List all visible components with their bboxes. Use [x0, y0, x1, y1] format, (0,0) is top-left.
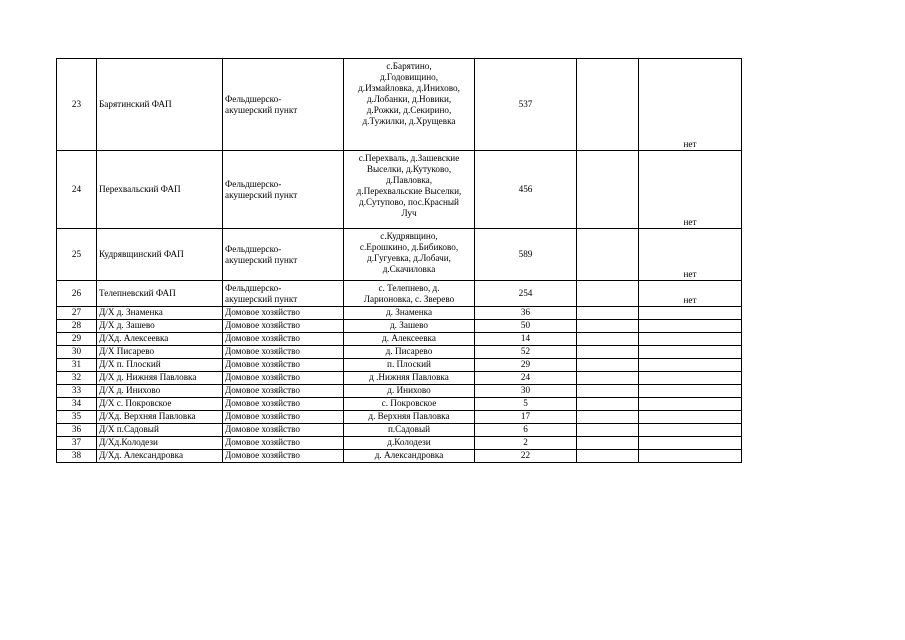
empty-cell	[577, 450, 639, 463]
empty-cell	[577, 359, 639, 372]
facility-type: Домовое хозяйство	[223, 359, 344, 372]
table-row	[57, 437, 742, 450]
table-row	[57, 346, 742, 359]
settlements: с.Перехваль, д.Зашевские Выселки, д.Кутуково, д.Павловка, д.Перехвальские Выселки, д.Сутупово, пос.Красный Луч	[344, 151, 475, 229]
empty-cell	[639, 437, 742, 450]
facility-name: Д/Хд. Верхняя Павловка	[97, 411, 223, 424]
row-number: 38	[57, 450, 97, 463]
empty-cell	[577, 320, 639, 333]
table-row	[57, 359, 742, 372]
empty-cell	[577, 151, 639, 229]
facility-type: Домовое хозяйство	[223, 411, 344, 424]
facility-type: Домовое хозяйство	[223, 320, 344, 333]
table-row	[57, 398, 742, 411]
facility-type: Домовое хозяйство	[223, 307, 344, 320]
population: 30	[475, 385, 577, 398]
facility-name: Д/Х п.Садовый	[97, 424, 223, 437]
population: 589	[475, 229, 577, 281]
settlements: с. Телепнево, д. Ларионовка, с. Зверево	[344, 281, 475, 307]
empty-cell	[577, 307, 639, 320]
empty-cell	[639, 320, 742, 333]
facility-type: Домовое хозяйство	[223, 437, 344, 450]
facility-name: Барятинский ФАП	[97, 59, 223, 151]
facility-type: Фельдшерско- акушерский пункт	[223, 229, 344, 281]
facility-type: Домовое хозяйство	[223, 372, 344, 385]
empty-cell	[639, 411, 742, 424]
row-number: 28	[57, 320, 97, 333]
row-number: 34	[57, 398, 97, 411]
empty-cell	[639, 333, 742, 346]
settlements: д. Верхняя Павловка	[344, 411, 475, 424]
row-number: 25	[57, 229, 97, 281]
row-number: 36	[57, 424, 97, 437]
population: 24	[475, 372, 577, 385]
facility-name: Д/Х д. Знаменка	[97, 307, 223, 320]
facility-type: Домовое хозяйство	[223, 398, 344, 411]
note-cell: нет	[639, 59, 742, 151]
empty-cell	[577, 281, 639, 307]
facility-name: Д/Хд. Алексеевка	[97, 333, 223, 346]
empty-cell	[577, 398, 639, 411]
facility-type: Домовое хозяйство	[223, 346, 344, 359]
facility-name: Д/Хд. Александровка	[97, 450, 223, 463]
facility-type: Фельдшерско- акушерский пункт	[223, 59, 344, 151]
population: 52	[475, 346, 577, 359]
population: 6	[475, 424, 577, 437]
population: 537	[475, 59, 577, 151]
empty-cell	[639, 372, 742, 385]
empty-cell	[577, 346, 639, 359]
settlements: д.Колодези	[344, 437, 475, 450]
empty-cell	[577, 59, 639, 151]
row-number: 30	[57, 346, 97, 359]
empty-cell	[577, 333, 639, 346]
row-number: 27	[57, 307, 97, 320]
facility-type: Фельдшерско- акушерский пункт	[223, 151, 344, 229]
table-row	[57, 59, 742, 151]
row-number: 29	[57, 333, 97, 346]
population: 5	[475, 398, 577, 411]
empty-cell	[639, 359, 742, 372]
settlements: д. Знаменка	[344, 307, 475, 320]
table-row	[57, 229, 742, 281]
population: 22	[475, 450, 577, 463]
settlements: д. Инихово	[344, 385, 475, 398]
table-row	[57, 372, 742, 385]
settlements: д. Александровка	[344, 450, 475, 463]
empty-cell	[639, 346, 742, 359]
facility-name: Д/Х п. Плоский	[97, 359, 223, 372]
population: 456	[475, 151, 577, 229]
settlements: д. Писарево	[344, 346, 475, 359]
empty-cell	[639, 450, 742, 463]
row-number: 31	[57, 359, 97, 372]
table-row	[57, 411, 742, 424]
facility-name: Д/Х Писарево	[97, 346, 223, 359]
facility-name: Телепневский ФАП	[97, 281, 223, 307]
population: 254	[475, 281, 577, 307]
facility-type: Домовое хозяйство	[223, 385, 344, 398]
table-row	[57, 450, 742, 463]
facilities-table	[56, 58, 742, 463]
row-number: 37	[57, 437, 97, 450]
note-cell: нет	[639, 281, 742, 307]
population: 2	[475, 437, 577, 450]
empty-cell	[639, 424, 742, 437]
population: 36	[475, 307, 577, 320]
row-number: 23	[57, 59, 97, 151]
population: 29	[475, 359, 577, 372]
empty-cell	[577, 385, 639, 398]
settlements: с.Барятино, д.Годовищино, д.Измайловка, д.Инихово, д.Лобанки, д.Новики, д.Рожки, д.Секирино, д.Тужилки, д.Хрущевка	[344, 59, 475, 151]
row-number: 33	[57, 385, 97, 398]
facility-type: Домовое хозяйство	[223, 450, 344, 463]
settlements: с.Кудрявщино, с.Ерошкино, д.Бибиково, д.Гугуевка, д.Лобачи, д.Скачиловка	[344, 229, 475, 281]
note-cell: нет	[639, 151, 742, 229]
empty-cell	[639, 307, 742, 320]
settlements: д .Нижняя Павловка	[344, 372, 475, 385]
facility-type: Фельдшерско- акушерский пункт	[223, 281, 344, 307]
facility-name: Д/Х с. Покровское	[97, 398, 223, 411]
facility-name: Д/Х д. Зашево	[97, 320, 223, 333]
facility-name: Д/Х д. Нижняя Павловка	[97, 372, 223, 385]
facility-name: Перехвальский ФАП	[97, 151, 223, 229]
population: 17	[475, 411, 577, 424]
table-row	[57, 385, 742, 398]
empty-cell	[639, 385, 742, 398]
row-number: 26	[57, 281, 97, 307]
table-row	[57, 151, 742, 229]
empty-cell	[577, 424, 639, 437]
empty-cell	[577, 437, 639, 450]
empty-cell	[577, 229, 639, 281]
empty-cell	[639, 398, 742, 411]
settlements: с. Покровское	[344, 398, 475, 411]
table-row	[57, 307, 742, 320]
facility-type: Домовое хозяйство	[223, 333, 344, 346]
facility-type: Домовое хозяйство	[223, 424, 344, 437]
table-row	[57, 281, 742, 307]
population: 14	[475, 333, 577, 346]
facility-name: Д/Хд.Колодези	[97, 437, 223, 450]
table-row	[57, 320, 742, 333]
table-row	[57, 333, 742, 346]
empty-cell	[577, 372, 639, 385]
empty-cell	[577, 411, 639, 424]
settlements: п.Садовый	[344, 424, 475, 437]
settlements: п. Плоский	[344, 359, 475, 372]
row-number: 24	[57, 151, 97, 229]
note-cell: нет	[639, 229, 742, 281]
row-number: 32	[57, 372, 97, 385]
table-row	[57, 424, 742, 437]
facility-name: Д/Х д. Инихово	[97, 385, 223, 398]
facility-name: Кудрявщинский ФАП	[97, 229, 223, 281]
population: 50	[475, 320, 577, 333]
row-number: 35	[57, 411, 97, 424]
settlements: д. Зашево	[344, 320, 475, 333]
settlements: д. Алексеевка	[344, 333, 475, 346]
